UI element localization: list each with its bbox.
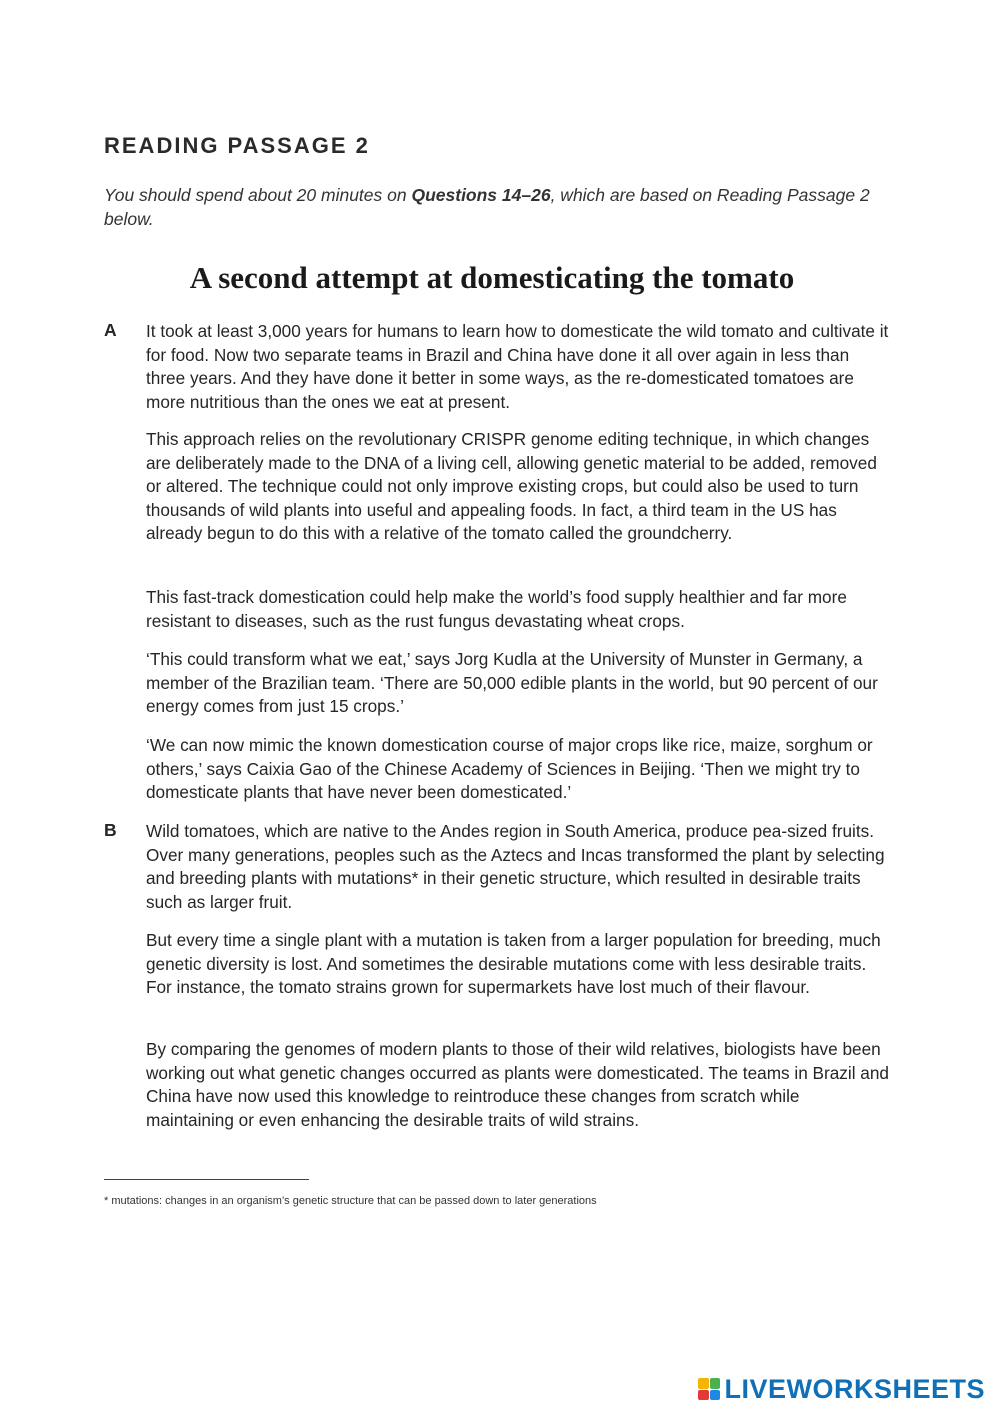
- brand-text: LIVEWORKSHEETS: [724, 1373, 985, 1404]
- paragraph-a3: This fast-track domestication could help make the world’s food supply healthier and far more resistant to diseases, such as the rust fungus devastating wheat crops.: [146, 587, 847, 631]
- paragraph-a1: It took at least 3,000 years for humans to learn how to domesticate the wild tomato and cultivate it for food. Now two separate teams in Brazil and China have done it all over again in less than three years. And they have done it better in some ways, as the re-domesticated tomatoes are more nutritious than the ones we eat at present.: [146, 321, 889, 412]
- footnote-divider: [104, 1179, 309, 1180]
- paragraph-b3: By comparing the genomes of modern plants to those of their wild relatives, biologists have been working out what genetic changes occurred as plants were domesticated. The teams in Brazil and China have now used this knowledge to reintroduce these changes from scratch while maintaining or even enhancing the desirable traits of wild strains.: [146, 1039, 889, 1130]
- paragraph-b2: But every time a single plant with a mutation is taken from a larger population for breeding, much genetic diversity is lost. And sometimes the desirable mutations come with less desirable traits. For instance, the tomato strains grown for supermarkets have lost much of their flavour.: [146, 930, 881, 997]
- paragraph-label-b: B: [104, 820, 117, 840]
- paragraph-a2: This approach relies on the revolutionary CRISPR genome editing technique, in which changes are deliberately made to the DNA of a living cell, allowing genetic material to be added, removed or altered. The technique could not only improve existing crops, but could also be used to turn thousands of wild plants into useful and appealing foods. In fact, a third team in the US has already begun to do this with a relative of the tomato called the groundcherry.: [146, 429, 877, 543]
- instruction-text: [104, 183, 894, 231]
- paragraph-a4: ‘This could transform what we eat,’ says Jorg Kudla at the University of Munster in Germany, a member of the Brazilian team. ‘There are 50,000 edible plants in the world, but 90 percent of our energy comes from just 15 crops.’: [146, 649, 878, 716]
- footnote: * mutations: changes in an organism’s genetic structure that can be passed down to later generations: [104, 1195, 597, 1207]
- paragraph-label-a: A: [104, 320, 117, 340]
- passage-title: A second attempt at domesticating the tomato: [189, 260, 795, 295]
- instruction-questions: Questions 14–26: [411, 185, 551, 205]
- section-heading: READING PASSAGE 2: [104, 133, 370, 158]
- paragraph-b1: Wild tomatoes, which are native to the Andes region in South America, produce pea-sized fruits. Over many generations, peoples such as the Aztecs and Incas transformed the plant by selecting and breeding plants with mutations* in their genetic structure, which resulted in desirable traits such as larger fruit.: [146, 821, 885, 912]
- paragraph-a5: ‘We can now mimic the known domestication course of major crops like rice, maize, sorghum or others,’ says Caixia Gao of the Chinese Academy of Sciences in Beijing. ‘Then we might try to domesticate plants that have never been domesticated.’: [146, 735, 873, 802]
- instruction-pre: You should spend about 20 minutes on: [104, 185, 412, 205]
- liveworksheets-brand[interactable]: [698, 1374, 985, 1404]
- liveworksheets-logo-icon: [698, 1378, 720, 1400]
- instruction-post: , which are based on Reading Passage 2 below.: [104, 185, 870, 229]
